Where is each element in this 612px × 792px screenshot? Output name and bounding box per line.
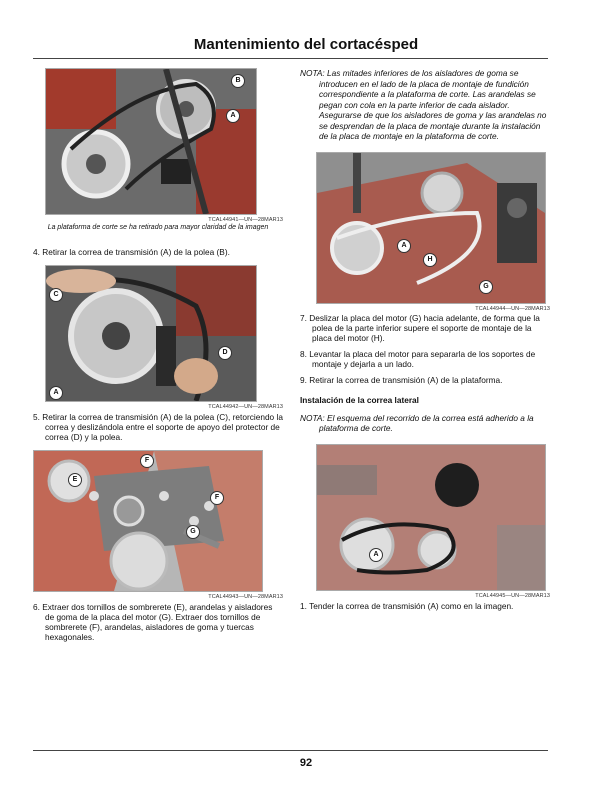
callout-h: H	[423, 253, 437, 267]
note-belt-routing: NOTA: El esquema del recorrido de la correa está adherido a la plataforma de corte.	[300, 412, 534, 433]
step-8: 8. Levantar la placa del motor para separarla de los soportes de montaje y dejarla a un lado.	[300, 348, 536, 369]
callout-a: A	[397, 239, 411, 253]
section-heading: Instalación de la correa lateral	[300, 394, 419, 405]
footer-rule	[33, 750, 548, 751]
callout-f: F	[210, 491, 224, 505]
note-isolators: NOTA: Las mitades inferiores de los aisladores de goma se introducen en el lado de la placa de montaje de fundición correspondiente a la plataforma de corte. Las arandelas se pegan con cola en la parte inferior de cada aislador. Asegurarse de que los aisladores de goma y las arandelas no se desprendan de la placa de montaje durante la instalación de la placa de montaje en la plataforma de corte.	[300, 68, 547, 141]
callout-a: A	[49, 386, 63, 400]
figure-pulley-c-removal	[45, 265, 257, 402]
figure-code: TCAL44944—UN—28MAR13	[475, 305, 550, 312]
figure-side-belt-routing	[316, 444, 546, 591]
figure-drive-belt-top-view	[45, 68, 257, 215]
header-rule	[33, 58, 548, 59]
step-1: 1. Tender la correa de transmisión (A) como en la imagen.	[300, 600, 514, 611]
step-5: 5. Retirar la correa de transmisión (A) de la polea (C), retorciendo la correa y deslizándola entre el soporte de apoyo del protector de correa (D) y la polea.	[33, 411, 283, 442]
figure-motor-plate-bolts	[33, 450, 263, 592]
step-6: 6. Extraer dos tornillos de sombrerete (E), arandelas y aisladores de goma de la placa del motor (G). Extraer dos tornillos de sombrerete (F), arandelas, aisladores de goma y tuercas hexagonales.	[33, 601, 273, 642]
callout-c: C	[49, 288, 63, 302]
right-column	[300, 68, 550, 611]
callout-b: B	[231, 74, 245, 88]
step-7: 7. Deslizar la placa del motor (G) hacia adelante, de forma que la polea de la parte inferior supere el soporte de montaje de la placa del motor (H).	[300, 312, 540, 343]
page-number: 92	[299, 757, 313, 769]
page-title: Mantenimiento del cortacésped	[193, 36, 419, 53]
figure-code: TCAL44941—UN—28MAR13	[208, 217, 283, 223]
figure-code: TCAL44942—UN—28MAR13	[208, 403, 283, 410]
figure-motor-plate-slide	[316, 152, 546, 304]
callout-e: E	[68, 473, 82, 487]
callout-d: D	[218, 346, 232, 360]
figure-code: TCAL44943—UN—28MAR13	[208, 593, 283, 600]
callout-a: A	[369, 548, 383, 562]
figure-caption: La plataforma de corte se ha retirado para mayor claridad de la imagen	[47, 224, 269, 231]
step-9: 9. Retirar la correa de transmisión (A) de la plataforma.	[300, 374, 503, 385]
figure-code: TCAL44945—UN—28MAR13	[475, 592, 550, 599]
callout-g: G	[479, 280, 493, 294]
callout-g: G	[186, 525, 200, 539]
step-4: 4. Retirar la correa de transmisión (A) de la polea (B).	[33, 246, 230, 257]
left-column	[33, 68, 283, 642]
callout-f: F	[140, 454, 154, 468]
callout-a: A	[226, 109, 240, 123]
